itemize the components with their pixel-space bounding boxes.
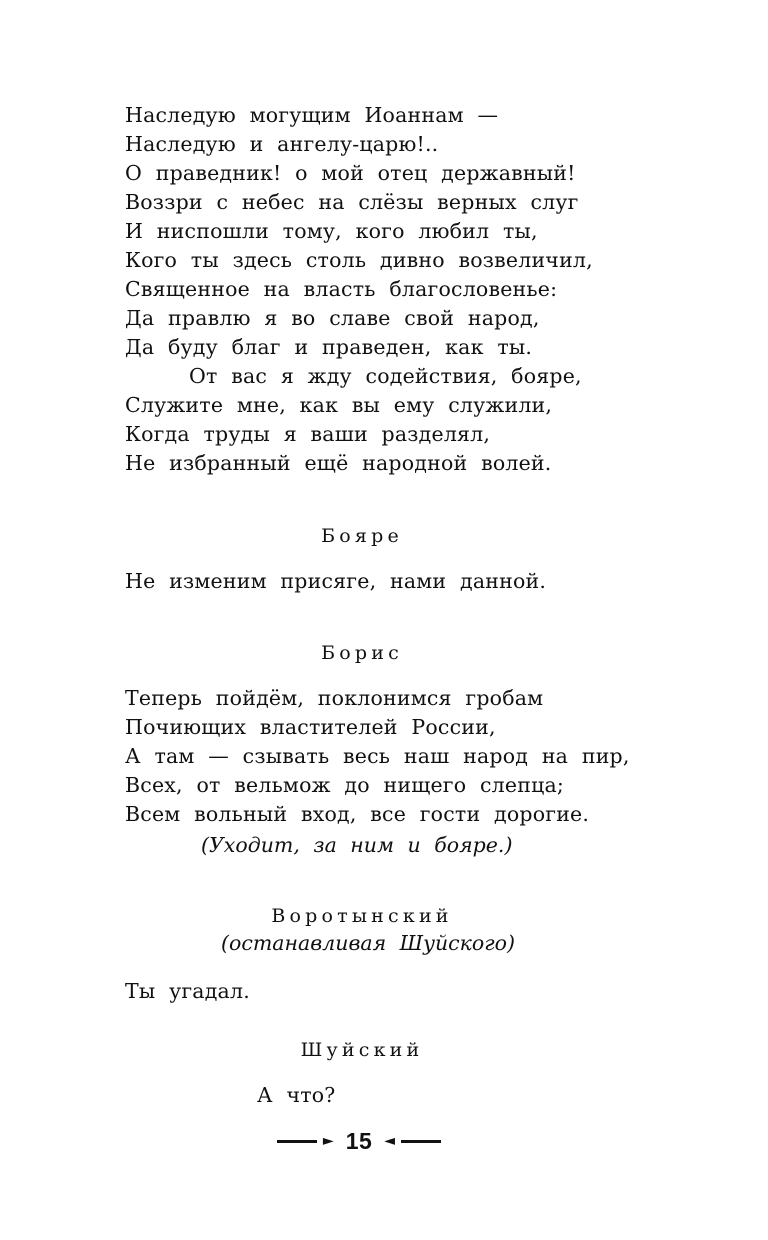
arrow-right-icon: ► [322,1133,334,1149]
verse-line: Служите мне, как вы ему служили, [125,393,553,417]
verse-line: Всех, от вельмож до нищего слепца; [125,773,564,797]
stage-direction: (Уходит, за ним и бояре.) [201,833,513,857]
verse-line: Всем вольный вход, все гости дорогие. [125,802,590,826]
speaker-name-vorotynsky: Воротынский [271,905,453,927]
verse-line: Кого ты здесь столь дивно возвеличил, [125,248,593,272]
verse-line: Да буду благ и праведен, как ты. [125,335,533,359]
verse-line: Теперь пойдём, поклонимся гробам [125,686,544,710]
verse-line: И ниспошли тому, кого любил ты, [125,219,538,243]
speaker-name-shuisky: Шуйский [300,1039,424,1061]
speaker-name-boris: Борис [321,642,403,664]
verse-line-indented: От вас я жду содействия, бояре, [189,364,582,388]
verse-line: Наследую могущим Иоаннам — [125,103,499,127]
verse-line: Воззри с небес на слёзы верных слуг [125,190,579,214]
verse-line: Почиющих властителей России, [125,715,496,739]
stage-direction: (останавливая Шуйского) [221,931,515,955]
page-number: 15 [345,1127,373,1154]
verse-line: А там — сзывать весь наш народ на пир, [125,744,630,768]
verse-line: О праведник! о мой отец державный! [125,161,576,185]
verse-line: Священное на власть благословенье: [125,277,558,301]
footer-rule-right [401,1140,441,1143]
verse-line: Да правлю я во славе свой народ, [125,306,540,330]
verse-line: Не избранный ещё народной волей. [125,451,552,475]
verse-line-indented: А что? [257,1083,336,1107]
verse-line: Не изменим присяге, нами данной. [125,569,547,593]
verse-line: Наследую и ангелу-царю!.. [125,132,439,156]
verse-line: Когда труды я ваши разделял, [125,422,491,446]
verse-line: Ты угадал. [125,979,250,1003]
arrow-left-icon: ◄ [384,1133,396,1149]
footer-rule-left [277,1140,317,1143]
page-footer [0,1124,718,1158]
speaker-name-boyars: Бояре [321,525,403,547]
